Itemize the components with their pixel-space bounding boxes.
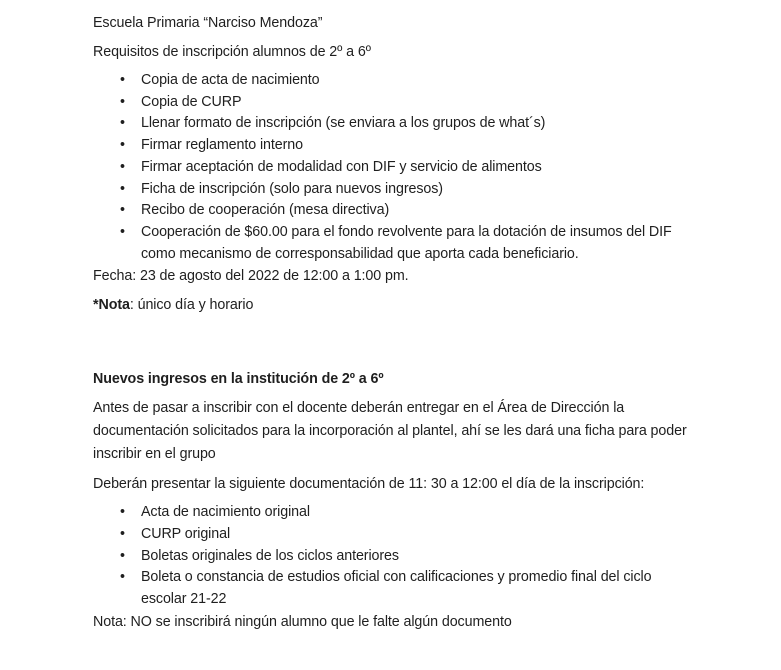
date-line: Fecha: 23 de agosto del 2022 de 12:00 a 1:00 pm. [93, 268, 409, 285]
new-admissions-paragraph-2: Deberán presentar la siguiente documentación de 11: 30 a 12:00 el día de la inscripción: [93, 476, 645, 493]
list-item: • Copia de CURP [93, 92, 699, 114]
requirements-list [93, 70, 699, 265]
new-admissions-heading: Nuevos ingresos en la institución de 2º a 6º [93, 371, 384, 388]
list-item: • Cooperación de $60.00 para el fondo revolvente para la dotación de insumos del DIF como mecanismo de corresponsabilidad que aporta cada beneficiario. [93, 222, 699, 265]
note-line [93, 294, 699, 316]
list-item: • Boleta o constancia de estudios oficial con calificaciones y promedio final del ciclo escolar 21-22 [93, 567, 699, 610]
list-item: • Firmar reglamento interno [93, 135, 699, 157]
final-note: Nota: NO se inscribirá ningún alumno que le falte algún documento [93, 613, 512, 630]
list-item: • Boletas originales de los ciclos anteriores [93, 546, 699, 568]
list-item: • Firmar aceptación de modalidad con DIF y servicio de alimentos [93, 157, 699, 179]
requirements-intro: Requisitos de inscripción alumnos de 2º a 6º [93, 44, 371, 60]
note-text: : único día y horario [129, 297, 254, 314]
list-item: • Llenar formato de inscripción (se enviara a los grupos de what´s) [93, 113, 699, 135]
list-item: • Acta de nacimiento original [93, 502, 699, 524]
new-admissions-paragraph-1: Antes de pasar a inscribir con el docente deberán entregar en el Área de Dirección la documentación solicitados para la incorporación al plantel, ahí se les dará una ficha para poder inscribir en el grupo [93, 400, 687, 463]
list-item: • Recibo de cooperación (mesa directiva) [93, 200, 699, 222]
list-item: • Ficha de inscripción (solo para nuevos ingresos) [93, 179, 699, 201]
list-item: • Copia de acta de nacimiento [93, 70, 699, 92]
documents-list [93, 502, 699, 611]
list-item: • CURP original [93, 524, 699, 546]
document-title: Escuela Primaria “Narciso Mendoza” [93, 15, 323, 31]
note-label: *Nota [93, 297, 130, 314]
